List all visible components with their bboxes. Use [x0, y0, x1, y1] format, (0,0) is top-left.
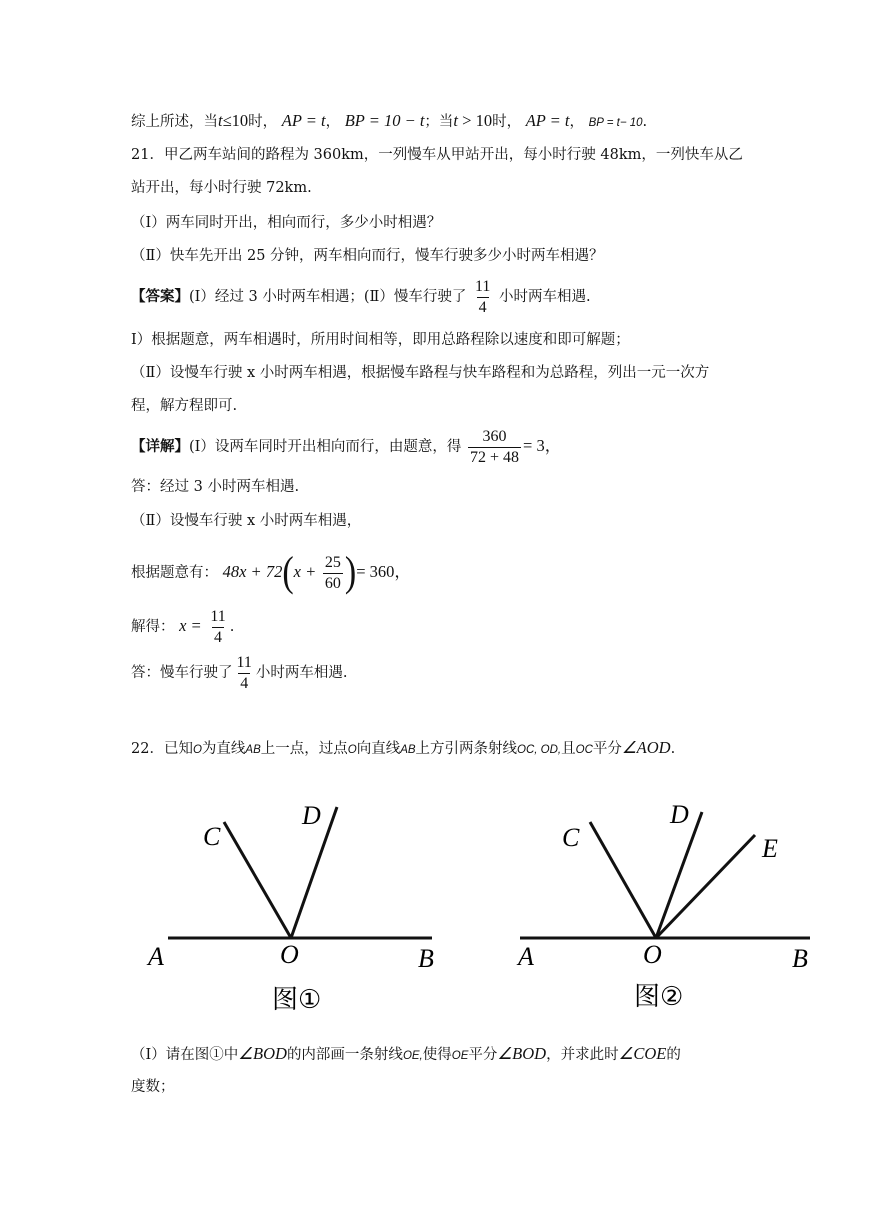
part2-setup: （Ⅱ）设慢车行驶 x 小时两车相遇，	[131, 513, 362, 529]
angle-BOD: ∠BOD	[238, 1044, 287, 1063]
var-OC: OC	[575, 744, 593, 756]
q22-text-f: 且	[561, 741, 576, 757]
detail-fraction	[468, 428, 521, 467]
q21-line2: 站开出，每小时行驶 72km.	[131, 180, 312, 196]
q22-text-e: 上方引两条射线	[415, 741, 518, 757]
q21-line1: 21．甲乙两车站间的路程为 360km，一列慢车从甲站开出，每小时行驶 48km，一列快车从乙	[131, 147, 743, 163]
frac-den: 72 + 48	[470, 448, 520, 466]
analysis-2b: 程，解方程即可.	[131, 398, 238, 414]
eq-fraction	[323, 554, 343, 593]
label-B: B	[418, 944, 434, 973]
label-E: E	[762, 834, 778, 863]
when-text-2: 时，	[492, 114, 522, 130]
eq-left: 48x + 72	[222, 562, 283, 581]
label-A: A	[148, 942, 164, 971]
detail-text: (Ⅰ）设两车同时开出相向而行，由题意，得	[189, 439, 462, 455]
gt-10: > 10	[458, 111, 493, 130]
detail-line	[131, 424, 561, 469]
angle-COE: ∠COE	[618, 1044, 667, 1063]
detail-eq-tail: = 3，	[523, 436, 562, 455]
label-C: C	[562, 823, 580, 852]
angle-BOD-2: ∠BOD	[497, 1044, 547, 1063]
figure-1	[140, 795, 440, 1020]
summary-line: 综上所述，当t≤10时， AP = t， BP = 10 − t；当t > 10时， AP = t， BP = t− 10.	[131, 111, 648, 130]
solve-line	[131, 606, 234, 647]
answer-line	[131, 277, 591, 317]
q22-text-c: 上一点，过点	[260, 741, 348, 757]
var-O: O	[192, 744, 202, 756]
var-t-2: t	[453, 111, 459, 130]
label-O: O	[643, 940, 662, 969]
ray-OC	[224, 822, 291, 938]
var-O-2: O	[347, 744, 357, 756]
analysis-2a: （Ⅱ）设慢车行驶 x 小时两车相遇，根据慢车路程与快车路程和为总路程，列出一元一次方	[131, 365, 710, 381]
var-AB-2: AB	[400, 744, 416, 756]
part1-text-e: ，并求此时	[546, 1047, 619, 1063]
eq-inner: x +	[293, 562, 317, 581]
part1-text-f: 的	[666, 1047, 681, 1063]
figure-2	[510, 795, 820, 1020]
part1-text-d: 平分	[468, 1047, 498, 1063]
var-OC-OD: OC, OD,	[517, 744, 562, 756]
label-A: A	[518, 942, 534, 971]
answer-1: 答：经过 3 小时两车相遇.	[131, 479, 300, 495]
eq-prefix: 根据题意有：	[131, 565, 218, 581]
eq-right: = 360，	[356, 562, 411, 581]
q22-text-b: 为直线	[201, 741, 246, 757]
solve-fraction	[208, 608, 227, 647]
summary-text: 综上所述，当	[131, 114, 218, 130]
label-B: B	[792, 944, 808, 973]
frac-den: 4	[214, 628, 223, 646]
label-D: D	[302, 801, 321, 830]
caption-2: 图②	[634, 982, 684, 1012]
frac-num: 11	[236, 653, 252, 671]
ap-eq-t-2: AP = t	[525, 111, 570, 130]
solve-prefix: 解得：	[131, 619, 175, 635]
var-OE-2: OE	[451, 1050, 469, 1062]
angle-AOD: ∠AOD	[621, 738, 671, 757]
q21-part2: （Ⅱ）快车先开出 25 分钟，两车相向而行，慢车行驶多少小时两车相遇？	[131, 248, 604, 264]
period: .	[642, 114, 648, 130]
frac-den: 4	[240, 674, 249, 692]
ap-eq-t: AP = t	[281, 111, 326, 130]
frac-den: 60	[324, 574, 341, 592]
answer-text: (Ⅰ）经过 3 小时两车相遇；(Ⅱ）慢车行驶了	[189, 289, 467, 305]
frac-num: 11	[210, 607, 226, 625]
frac-num: 11	[474, 277, 491, 295]
ray-OE	[656, 835, 755, 938]
bp-small: BP = t− 10	[588, 117, 643, 129]
answer-tail: 小时两车相遇.	[498, 289, 591, 305]
frac-num: 360	[482, 427, 507, 445]
label-D: D	[670, 800, 689, 829]
q22-part1-line1	[131, 1044, 681, 1066]
semi-when: ；当	[424, 114, 454, 130]
answer-tag: 【答案】	[131, 288, 189, 305]
frac-den: 4	[478, 298, 487, 316]
ans2-tail: 小时两车相遇.	[255, 665, 348, 681]
solve-lhs: x =	[179, 616, 202, 635]
analysis-1: Ⅰ）根据题意，两车相遇时，所用时间相等，即用总路程除以速度和即可解题；	[131, 332, 630, 348]
answer-fraction	[473, 278, 492, 317]
ans2-prefix: 答：慢车行驶了	[131, 665, 233, 681]
left-paren: (	[282, 549, 294, 596]
ray-OD	[656, 812, 702, 938]
caption-1: 图①	[272, 985, 322, 1015]
q22-text-a: 22．已知	[131, 741, 193, 757]
q22-text-d: 向直线	[356, 741, 401, 757]
ray-OC	[590, 822, 656, 938]
solve-end: .	[229, 619, 235, 635]
part1-text-c: 使得	[422, 1047, 452, 1063]
part1-text-a: （Ⅰ）请在图①中	[131, 1047, 239, 1063]
q22-text-g: 平分	[592, 741, 622, 757]
period: .	[670, 741, 676, 757]
var-AB: AB	[245, 744, 261, 756]
ans2-fraction	[235, 654, 254, 693]
var-t: t	[218, 111, 223, 130]
bp-eq: BP = 10 − t	[344, 111, 425, 130]
q21-part1: （Ⅰ）两车同时开出，相向而行，多少小时相遇？	[131, 215, 442, 231]
q22-line1	[131, 738, 675, 760]
label-C: C	[203, 822, 221, 851]
var-OE: OE,	[402, 1050, 423, 1062]
detail-tag: 【详解】	[131, 438, 189, 455]
frac-num: 25	[324, 553, 341, 571]
part1-text-b: 的内部画一条射线	[286, 1047, 403, 1063]
label-O: O	[280, 940, 299, 969]
when-text: 时，	[248, 114, 278, 130]
le-10: ≤10	[222, 111, 249, 130]
q22-part1-line2: 度数；	[131, 1079, 175, 1095]
answer-2-line	[131, 653, 348, 693]
right-paren: )	[344, 549, 357, 596]
equation-line	[131, 548, 411, 597]
